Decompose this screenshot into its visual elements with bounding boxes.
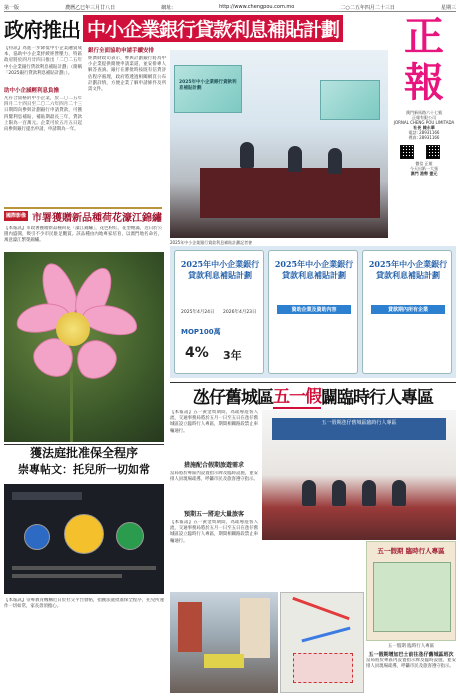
card-years: 3年: [223, 349, 242, 362]
street-photo: [170, 592, 278, 693]
lotus-center: [56, 312, 90, 346]
lunar-date: 農曆乙巳年三月廿八日: [65, 4, 116, 11]
lotus-photo: [4, 252, 164, 442]
headline-2: [170, 382, 456, 408]
section-3-title: [4, 444, 164, 480]
infographic-card-2: [268, 250, 358, 374]
masthead: [392, 14, 456, 254]
meeting-photo: [262, 410, 456, 540]
conference-table: [200, 168, 380, 218]
poster-map: [373, 562, 451, 632]
article-2-subhead: 預期五一將迎大量旅客: [183, 511, 244, 518]
card-heading: 資助企業及資助內容: [277, 305, 351, 314]
article-3: [366, 652, 456, 694]
masthead-line: 社長 陳永華: [413, 125, 435, 130]
route-map: [280, 592, 364, 693]
main-headline: [4, 14, 389, 42]
section-seal: 國際影像: [6, 213, 27, 219]
article-1: [4, 46, 166, 206]
masthead-line: 澳門新馬路六十七號: [406, 110, 442, 115]
top-bar: [4, 3, 456, 12]
headline-2-highlight: 五一假: [273, 382, 321, 409]
headline-2-pre: 氹仔舊城區: [193, 388, 273, 408]
headline-red: 中小企業銀行貸款利息補貼計劃: [83, 15, 343, 42]
site-url[interactable]: http://www.chengpou.com.mo: [219, 4, 295, 10]
card-title: 2025年中小企業銀行貸款利息補貼計劃: [368, 259, 448, 280]
article-1-subhead: 助中小企減輕利息負擔: [4, 88, 60, 94]
qr-code-icon[interactable]: [426, 145, 440, 159]
press-conference-photo: [170, 50, 388, 238]
article-2-body: 【本報訊】五一黃金周期間，為疏導遊客人流，交通事務局將於五月一日至五日在氹仔舊城區設立臨時行人專區，期間相關路段禁止車輛通行。: [170, 410, 258, 434]
masthead-logo-bottom: 報: [404, 59, 444, 106]
section-3-line-2: 崇專帖文：托兒所一切如常: [18, 463, 150, 476]
avatar: [24, 524, 50, 550]
card-heading: 貸款期內所有企業: [371, 305, 445, 314]
post-text-line: [12, 566, 156, 570]
section-3-body: 【本報訊】崇專教育機構近日於社交平台發帖，指獲法庭批准保全程序，托兒所運作一切如常，家長毋須擔心。: [4, 598, 164, 610]
post-header-bar: [12, 492, 82, 500]
card-period-to: 2026年4月23日: [223, 310, 257, 315]
screen-text: 2025年中小企業銀行貸款利息補貼計劃: [179, 80, 237, 91]
section-2-title: [4, 207, 162, 223]
infographic-card-1: [174, 250, 264, 374]
article-1-para: 經濟財政司表示，參與計劃銀行將為中小企業提供簡便申請渠道，並安排專人解答查詢。銀行在審批時按既有信貸評估程序處理，政府將透過相關網頁公布計劃詳情，方便企業了解申請條件及所需文件。: [88, 56, 166, 93]
article-3-body: 當局將於專區內設置指示牌及臨時設施，並安排人員現場疏導，呼籲市民及旅客遵守指示。: [366, 658, 456, 670]
article-2: [170, 410, 258, 590]
post-text-line: [12, 574, 122, 578]
speaker-figure: [240, 142, 254, 168]
weekday: 星期三: [440, 4, 456, 11]
lotus-stem: [70, 372, 73, 442]
projection-screen: [174, 65, 242, 113]
speaker-figure: [288, 146, 302, 172]
avatar: [116, 522, 144, 550]
poster-title: 五一假期 臨時行人專區: [377, 547, 445, 555]
card-title: 2025年中小企業銀行貸款利息補貼計劃: [274, 259, 354, 280]
card-period-from: 2025年4月24日: [181, 310, 215, 315]
masthead-logo-top: 正: [404, 13, 444, 60]
avatar: [64, 514, 104, 554]
article-2-para: 當局將於專區內設置指示牌及臨時設施，並安排人員現場疏導，呼籲市民及旅客遵守指示。: [170, 471, 258, 483]
headline-2-post: 闢臨時行人專區: [321, 388, 433, 408]
qr-codes: [392, 143, 456, 161]
section-2-body: 【本報訊】市政署獲贈新品種荷花「濠江錦繡」，花色粉紅，花型飽滿，近日於公園內盛開，吸引不少市民駐足觀賞。該品種由內地專家培育，以澳門地名命名，寓意濠江繁榮錦繡。: [4, 226, 162, 244]
official-figure: [362, 480, 376, 506]
article-3-subhead: 五一假期增加巴士前往氹仔舊城區班次: [368, 652, 454, 658]
photo-caption: 2025年中小企業銀行貸款利息補貼計劃記者會: [170, 240, 253, 245]
infographic-banners: [170, 246, 456, 378]
masthead-line: 電話: 28931166: [408, 130, 440, 135]
section-3-line-1: 獲法庭批准保全程序: [29, 446, 138, 460]
building-facade: [240, 598, 270, 658]
page-number: 第一版: [4, 4, 20, 11]
pedestrian-zone: [293, 653, 353, 683]
official-figure: [332, 480, 346, 506]
masthead-line: 正報有限公司: [412, 115, 436, 120]
issue-date: 二○二五年四月二十三日: [340, 4, 395, 11]
poster-caption: 五一假期 臨時行人專區: [387, 644, 435, 649]
article-1-lead: 【特訊】為進一步降低中小企業融資成本，協助中小企業紓緩經營壓力，特區政府將於四月廿四日推出「二〇二五年中小企業銀行貸款利息補貼計劃」（簡稱「2025銀行貸款利息補貼計劃」）。: [4, 46, 82, 76]
masthead-line: 澳門 港幣 壹元: [410, 171, 438, 176]
projection-screen: [320, 80, 380, 120]
masthead-line: 今天出紙一大張: [410, 166, 438, 171]
section-2-headline: 市署獲贈新品種荷花濠江錦繡: [32, 212, 163, 224]
qr-code-icon[interactable]: [400, 145, 414, 159]
infographic-card-3: [362, 250, 452, 374]
masthead-line: JORNAL CHENG POU LIMITADA: [393, 120, 455, 125]
card-limit: MOP100萬: [181, 328, 221, 336]
official-figure: [302, 480, 316, 506]
event-poster: [366, 541, 456, 641]
meeting-banner: 五一假期氹仔舊城區臨時行人專區: [272, 418, 446, 440]
card-rate: 4%: [185, 345, 209, 361]
social-post-screenshot: [4, 484, 164, 594]
article-1-subhead: 銀行全面協助申請手續安排: [88, 48, 155, 54]
headline-black: 政府推出: [4, 17, 80, 42]
masthead-line: 傳真: 28931166: [408, 135, 440, 140]
map-route: [301, 627, 350, 643]
masthead-line: 微信 正報: [415, 161, 433, 166]
map-route: [292, 597, 349, 620]
article-2-para: 【本報訊】五一黃金周期間，為疏導遊客人流，交通事務局將於五月一日至五日在氹仔舊城區設立臨時行人專區，期間相關路段禁止車輛通行。: [170, 520, 258, 544]
barrier-sign: [204, 654, 244, 668]
article-2-subhead: 措施配合假期旅遊需求: [183, 462, 244, 469]
speaker-figure: [328, 148, 342, 174]
building-facade: [178, 602, 202, 652]
official-figure: [392, 480, 406, 506]
site-label: 網址:: [161, 4, 173, 11]
article-1-para: 凡符合資格的中小企業，於二〇二五年四月二十四日至二〇二六年四月二十三日期間向參與計劃銀行申請貸款，可獲四釐利息補貼，補貼期最長三年，貸款上限為一百萬元。企業可於五月五日起向參與銀行提出申請，申請期為一年。: [4, 96, 82, 133]
card-title: 2025年中小企業銀行貸款利息補貼計劃: [180, 259, 260, 280]
